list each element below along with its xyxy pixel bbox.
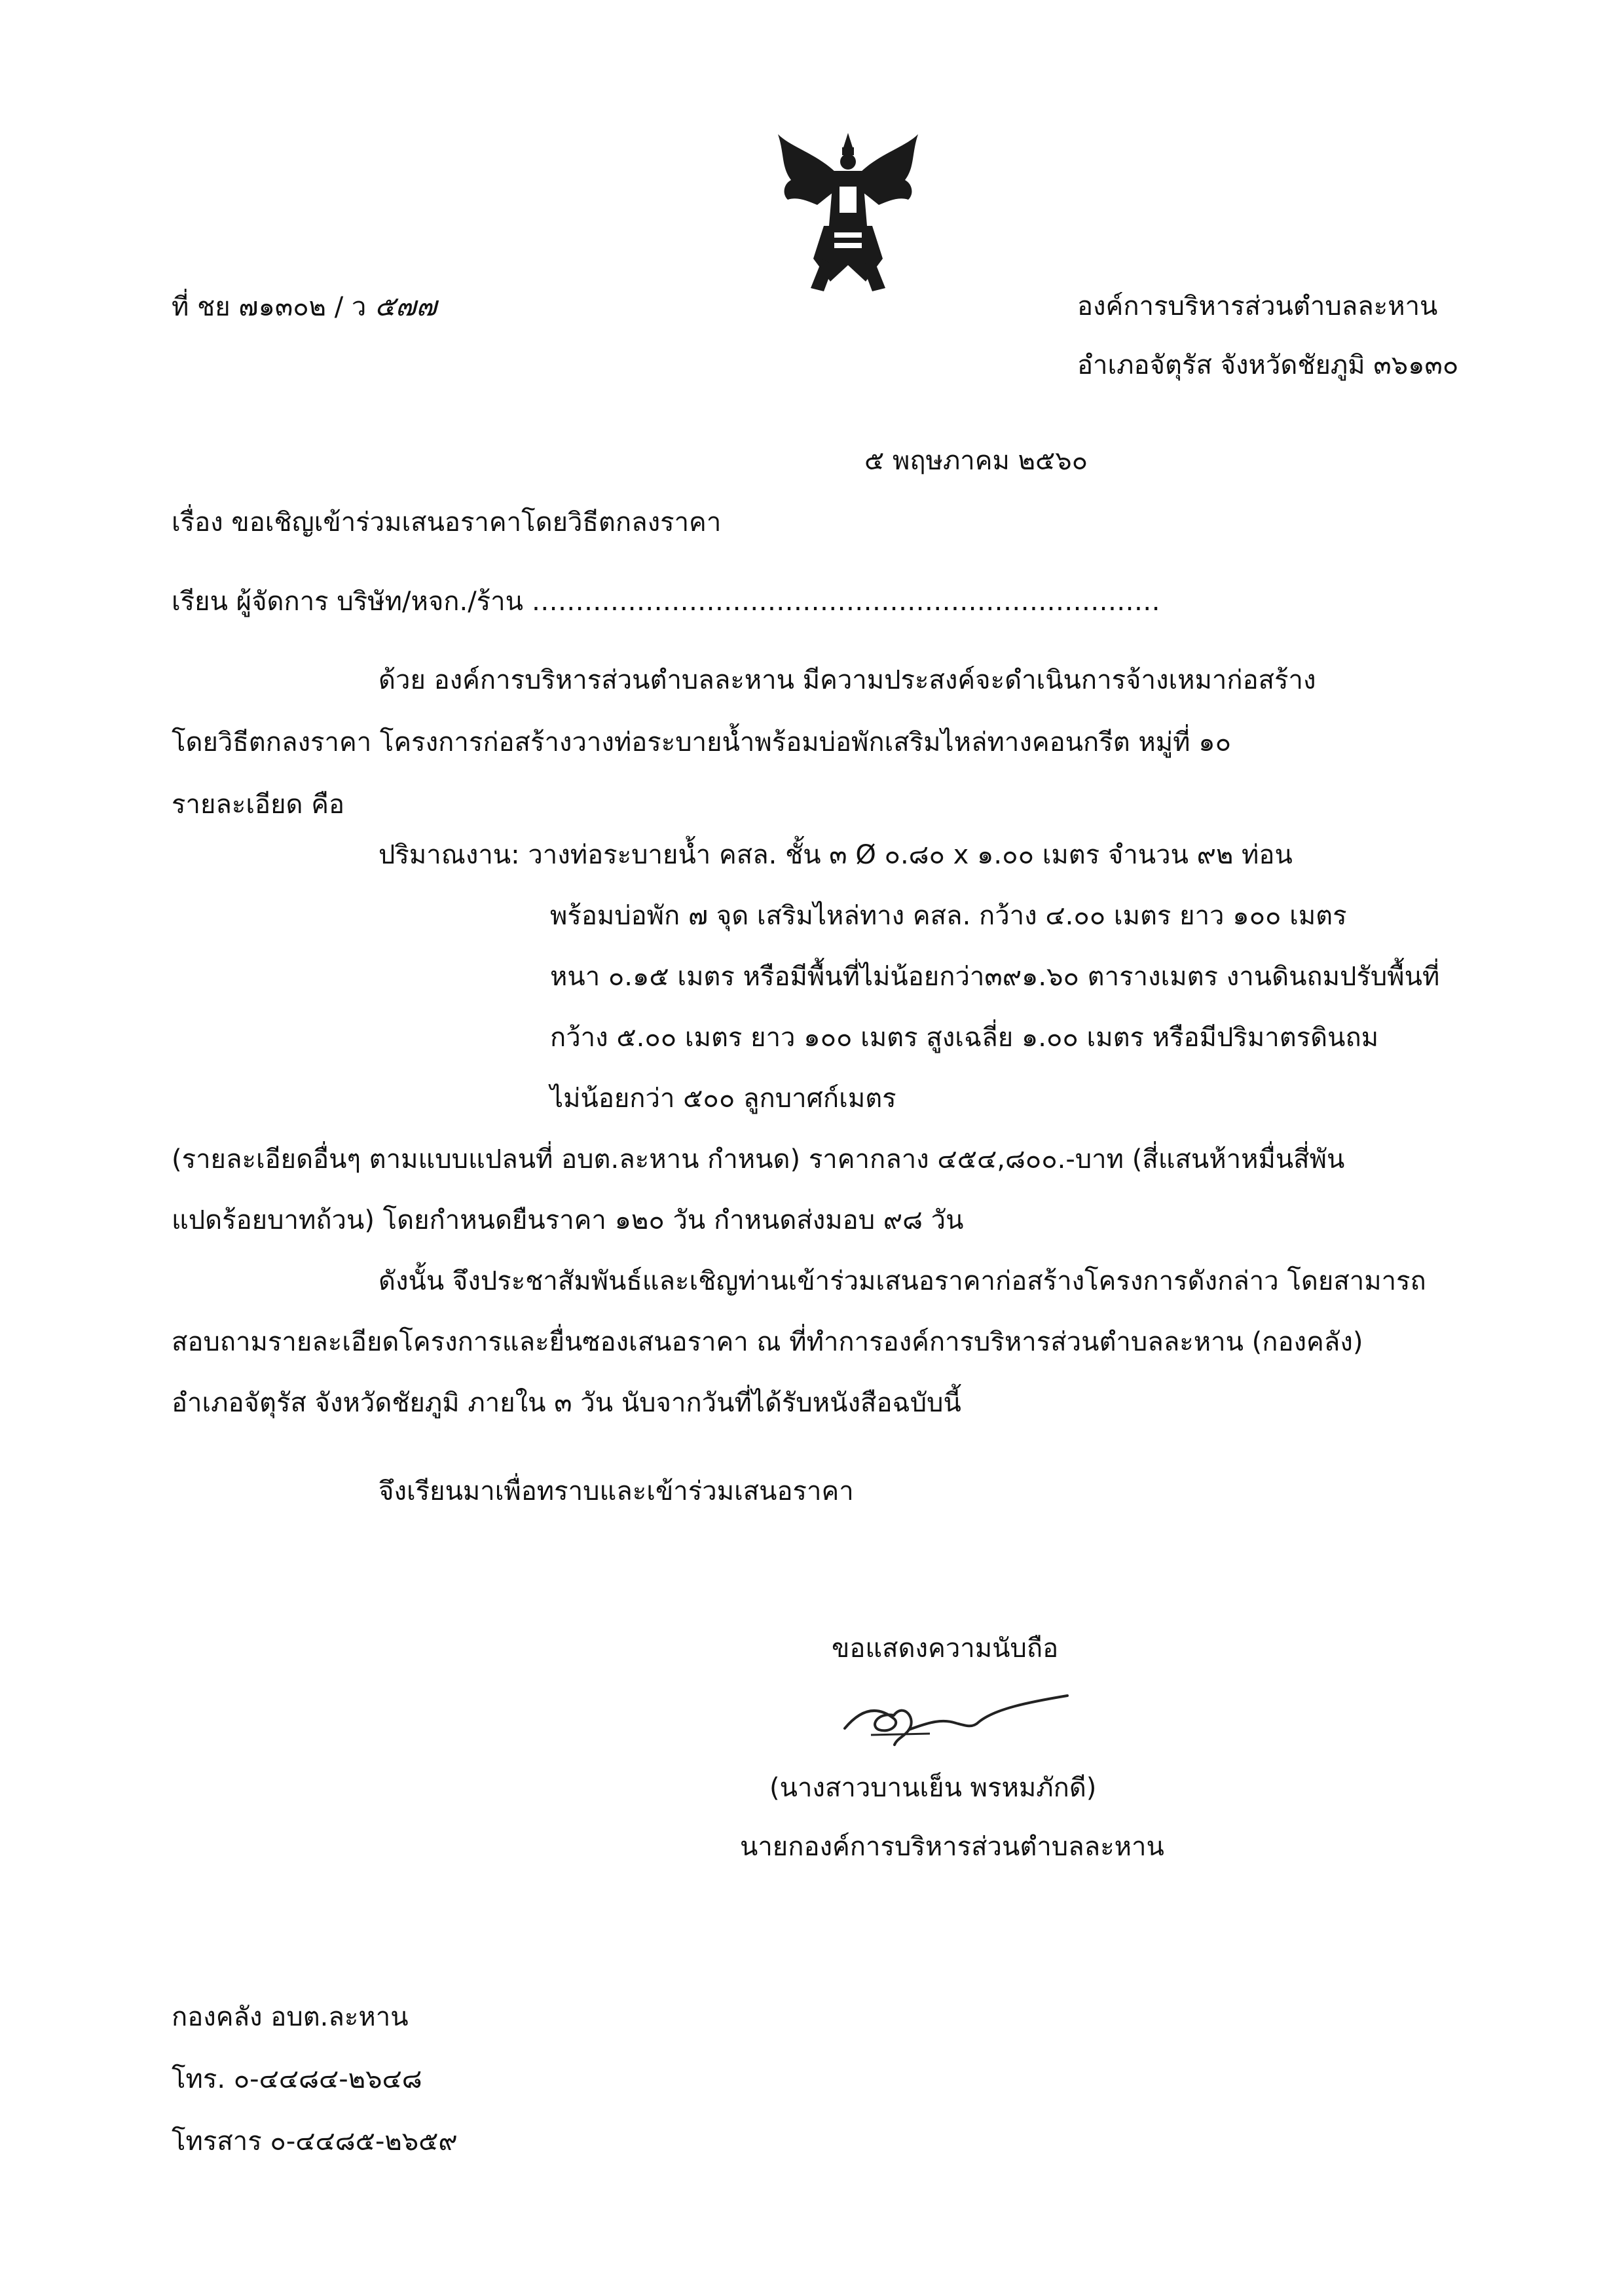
body-para2-line2: สอบถามรายละเอียดโครงการและยื่นซองเสนอราคา ณ ที่ทำการองค์การบริหารส่วนตำบลละหาน (กองคลัง) xyxy=(172,1327,1363,1357)
letter-subject: เรื่อง ขอเชิญเข้าร่วมเสนอราคาโดยวิธีตกลงราคา xyxy=(172,507,722,538)
signer-title: นายกองค์การบริหารส่วนตำบลละหาน xyxy=(740,1832,1164,1862)
body-para2-line3: อำเภอจัตุรัส จังหวัดชัยภูมิ ภายใน ๓ วัน นับจากวันที่ได้รับหนังสือฉบับนี้ xyxy=(172,1388,961,1418)
body-para1-line2: โดยวิธีตกลงราคา โครงการก่อสร้างวางท่อระบายน้ำพร้อมบ่อพักเสริมไหล่ทางคอนกรีต หมู่ที่ ๑๐ xyxy=(172,727,1232,757)
reference-number xyxy=(172,289,437,324)
footer-fax: โทรสาร ๐-๔๔๘๕-๒๖๕๙ xyxy=(172,2126,458,2157)
reference-handwritten-number: ๕๗๗ xyxy=(375,290,437,322)
price-line1: (รายละเอียดอื่นๆ ตามแบบแปลนที่ อบต.ละหาน กำหนด) ราคากลาง ๔๕๔,๘๐๐.-บาท (สี่แสนห้าหมื่นสี่พัน xyxy=(172,1144,1345,1175)
body-para1-line1: ด้วย องค์การบริหารส่วนตำบลละหาน มีความประสงค์จะดำเนินการจ้างเหมาก่อสร้าง xyxy=(378,665,1316,695)
reference-prefix: ที่ ชย ๗๑๓๐๒ / ว xyxy=(172,292,367,322)
agency-address: อำเภอจัตุรัส จังหวัดชัยภูมิ ๓๖๑๓๐ xyxy=(1077,350,1459,380)
price-line2: แปดร้อยบาทถ้วน) โดยกำหนดยืนราคา ๑๒๐ วัน กำหนดส่งมอบ ๙๘ วัน xyxy=(172,1205,964,1235)
letter-date: ๕ พฤษภาคม ๒๕๖๐ xyxy=(864,446,1088,476)
work-line5: ไม่น้อยกว่า ๕๐๐ ลูกบาศก์เมตร xyxy=(550,1084,896,1114)
closing-paragraph: จึงเรียนมาเพื่อทราบและเข้าร่วมเสนอราคา xyxy=(378,1476,854,1506)
footer-department: กองคลัง อบต.ละหาน xyxy=(172,2002,409,2032)
letter-salutation: เรียน ผู้จัดการ บริษัท/หจก./ร้าน ……………………………………………………………… xyxy=(172,587,1160,617)
work-line1: ปริมาณงาน: วางท่อระบายน้ำ คสล. ชั้น ๓ Ø ๐.๘๐ x ๑.๐๐ เมตร จำนวน ๙๒ ท่อน xyxy=(378,840,1293,870)
regards-text: ขอแสดงความนับถือ xyxy=(832,1633,1059,1664)
handwritten-signature xyxy=(832,1683,1080,1755)
agency-name: องค์การบริหารส่วนตำบลละหาน xyxy=(1077,291,1438,321)
garuda-emblem-icon xyxy=(771,128,925,298)
signer-name: (นางสาวบานเย็น พรหมภักดี) xyxy=(769,1773,1097,1803)
body-para2-line1: ดังนั้น จึงประชาสัมพันธ์และเชิญท่านเข้าร่วมเสนอราคาก่อสร้างโครงการดังกล่าว โดยสามารถ xyxy=(378,1266,1426,1296)
work-line3: หนา ๐.๑๕ เมตร หรือมีพื้นที่ไม่น้อยกว่า๓๙๑.๖๐ ตารางเมตร งานดินถมปรับพื้นที่ xyxy=(550,962,1440,992)
work-line4: กว้าง ๕.๐๐ เมตร ยาว ๑๐๐ เมตร สูงเฉลี่ย ๑.๐๐ เมตร หรือมีปริมาตรดินถม xyxy=(550,1023,1379,1053)
footer-phone: โทร. ๐-๔๔๘๔-๒๖๔๘ xyxy=(172,2064,422,2094)
body-para1-line3: รายละเอียด คือ xyxy=(172,790,344,820)
work-line2: พร้อมบ่อพัก ๗ จุด เสริมไหล่ทาง คสล. กว้าง ๔.๐๐ เมตร ยาว ๑๐๐ เมตร xyxy=(550,901,1347,931)
